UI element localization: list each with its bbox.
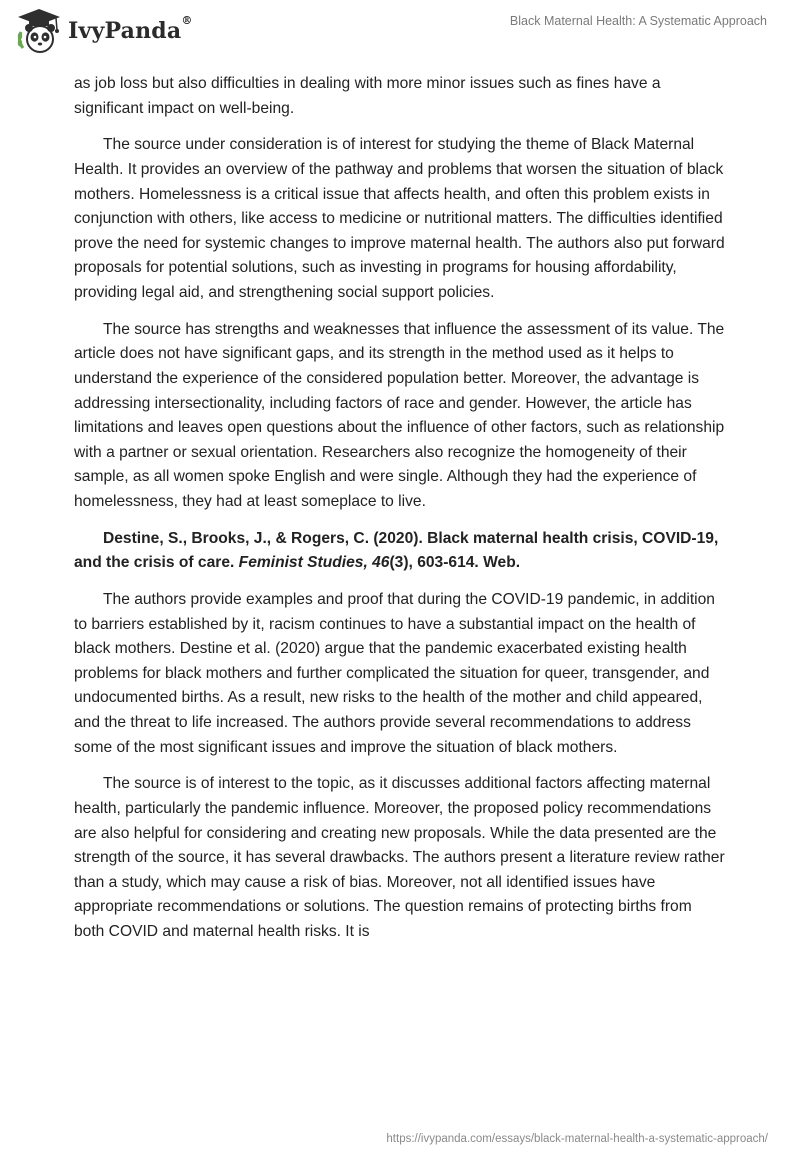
page-header [0, 0, 800, 70]
source-url[interactable]: https://ivypanda.com/essays/black-maternal-health-a-systematic-approach/ [386, 1133, 768, 1145]
paragraph: The authors provide examples and proof that during the COVID-19 pandemic, in addition to barriers established by it, racism continues to have a substantial impact on the health of black mothers. Destine et al. (2020) argue that the pandemic exacerbated existing health problems for black mothers and further complicated the situation for queer, transgender, and undocumented births. As a result, new risks to the health of the mother and child appeared, and the threat to life increased. The authors provide several recommendations to address some of the most significant issues and improve the situation of black mothers. [74, 591, 715, 756]
paragraph: The source has strengths and weaknesses that influence the assessment of its value. The article does not have significant gaps, and its strength in the method used as it helps to understand the experience of the considered population better. Moreover, the advantage is addressing intersectionality, including factors of race and gender. However, the article has limitations and leaves open questions about the influence of other factors, such as relationship with a partner or sexual orientation. Researchers also recognize the homogeneity of their sample, as all women spoke English and were single. Although they had the experience of homelessness, they had at least someplace to live. [74, 320, 725, 510]
paragraph: The source under consideration is of interest for studying the theme of Black Maternal Health. It provides an overview of the pathway and problems that worsen the situation of black mothers. Homelessness is a critical issue that affects health, and often this problem exists in conjunction with others, like access to medicine or nutritional matters. The difficulties identified prove the need for systemic changes to improve maternal health. The authors also put forward proposals for potential solutions, such as investing in programs for housing affordability, providing legal aid, and strengthening social support policies. [74, 136, 725, 301]
paragraph: as job loss but also difficulties in dealing with more minor issues such as fines have a significant impact on well-being. [74, 75, 661, 117]
document-title: Black Maternal Health: A Systematic Approach [509, 14, 767, 28]
paragraph: The source is of interest to the topic, as it discusses additional factors affecting maternal health, particularly the pandemic influence. Moreover, the proposed policy recommendations are also helpful for considering and creating new proposals. While the data presented are the strength of the source, it has several drawbacks. The authors present a literature review rather than a study, which may cause a risk of bias. Moreover, not all identified issues have appropriate recommendations or solutions. The question remains of protecting births from both COVID and maternal health risks. It is [74, 775, 725, 940]
citation-details: (3), 603-614. Web. [389, 554, 521, 572]
brand-name: IvyPanda® [68, 14, 193, 44]
panda-mascot-icon [14, 6, 64, 56]
essay-body [74, 72, 726, 957]
brand-logo[interactable] [14, 6, 193, 56]
citation-journal: Feminist Studies, 46 [238, 554, 390, 572]
citation-authors-title: Destine, S., Brooks, J., & Rogers, C. (2020). Black maternal health crisis, COVID-19, and the crisis of care. [74, 529, 719, 572]
reference-citation [74, 527, 726, 576]
